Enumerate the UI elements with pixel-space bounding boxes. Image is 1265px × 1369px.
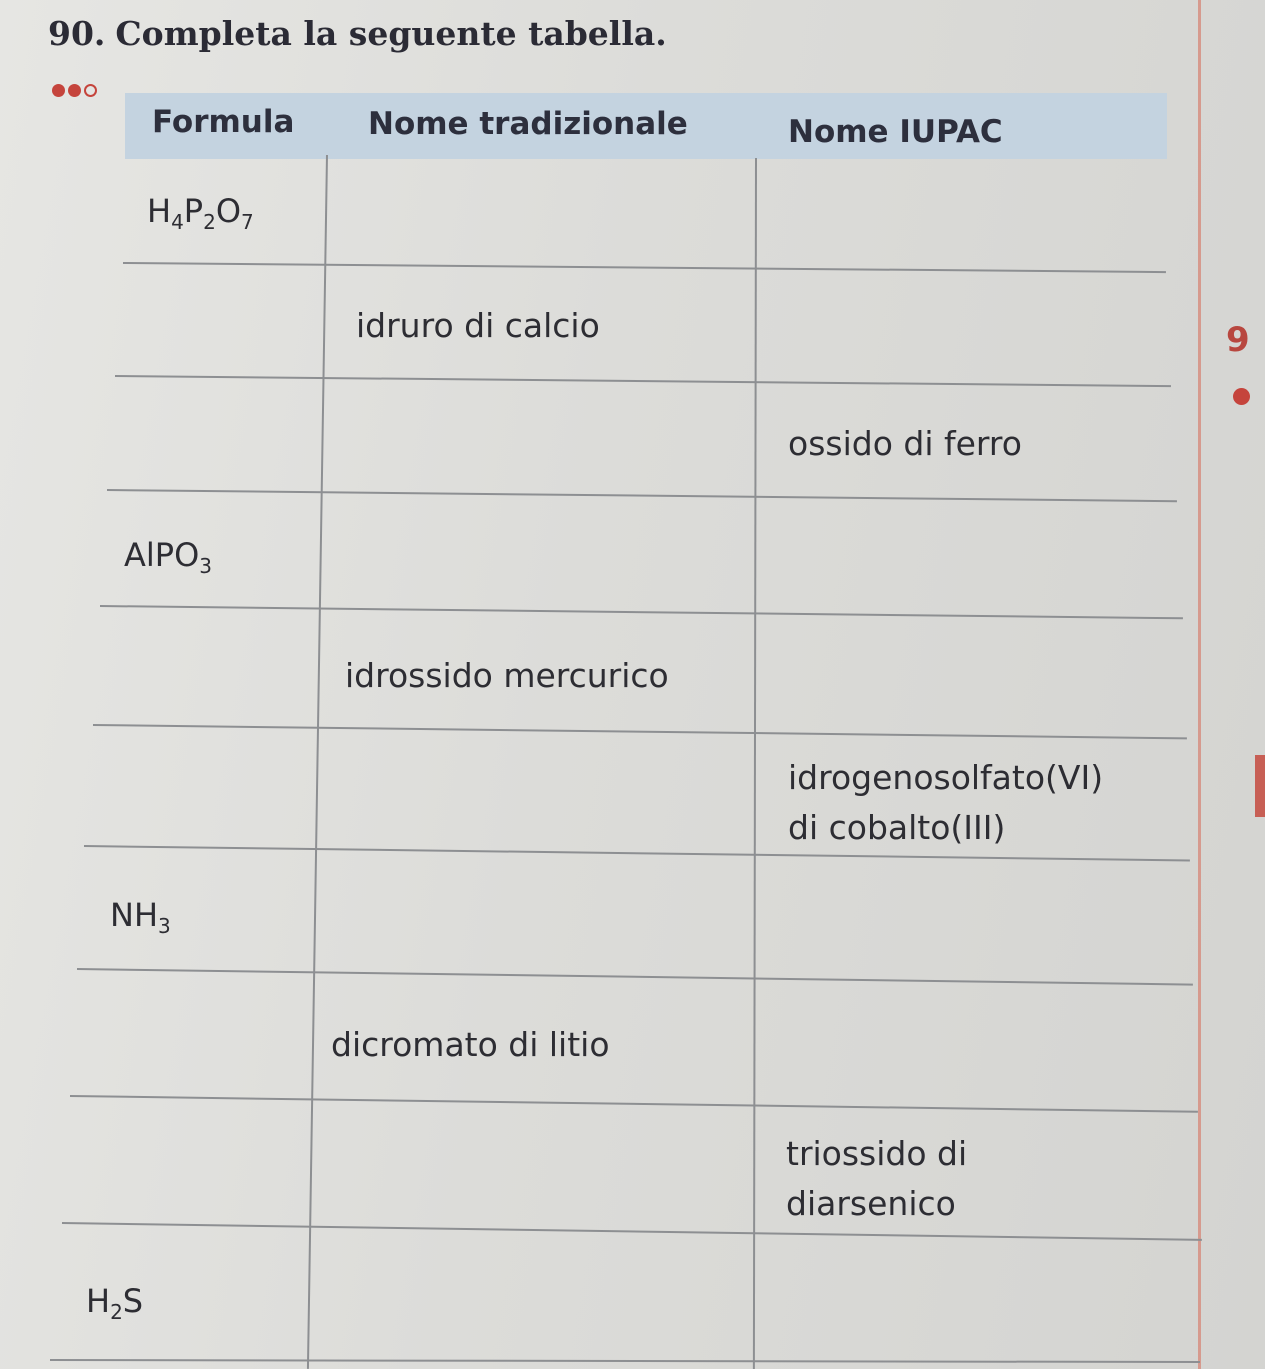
header-traditional-name: Nome tradizionale <box>368 106 688 142</box>
exercise-instruction: Completa la seguente tabella. <box>115 14 667 53</box>
column-margin-rule <box>1198 0 1201 1369</box>
difficulty-dot-filled-icon <box>68 84 81 97</box>
header-formula: Formula <box>152 104 295 140</box>
exercise-heading <box>48 14 667 53</box>
difficulty-dot-filled-icon <box>52 84 65 97</box>
row-separator <box>84 845 1190 861</box>
row-separator <box>70 1095 1198 1113</box>
formula-nh3: $NH_3$ <box>110 896 171 938</box>
iupac-name-cell: ossido di ferro <box>788 424 1022 463</box>
formula-alpo3: AlPO$_3$ <box>124 536 212 578</box>
iupac-name-cell-line2: diarsenico <box>786 1184 956 1223</box>
exercise-number: 90. <box>48 14 106 53</box>
difficulty-indicator <box>52 84 97 97</box>
iupac-name-cell-line2: di cobalto(III) <box>788 808 1006 847</box>
row-separator <box>100 605 1183 619</box>
row-separator <box>62 1222 1202 1241</box>
difficulty-dot-empty-icon <box>84 84 97 97</box>
iupac-name-cell-line1: idrogenosolfato(VI) <box>788 758 1104 797</box>
row-separator <box>93 724 1187 739</box>
header-iupac-name: Nome IUPAC <box>788 114 1003 150</box>
row-separator <box>50 1359 1200 1363</box>
formula-h4p2o7: $H_4P_2O_7$ <box>147 192 254 234</box>
traditional-name-cell: idruro di calcio <box>356 306 600 345</box>
row-separator <box>77 968 1193 986</box>
row-separator <box>123 262 1166 273</box>
traditional-name-cell: dicromato di litio <box>331 1025 610 1064</box>
row-separator <box>115 375 1171 387</box>
column-divider-1 <box>307 155 328 1369</box>
column-divider-2 <box>753 158 757 1369</box>
side-marker-number: 9 <box>1226 320 1250 360</box>
row-separator <box>107 489 1177 502</box>
side-marker-dot-icon <box>1233 388 1250 405</box>
formula-h2s: $H_2S$ <box>86 1282 144 1324</box>
margin-tab-marker <box>1255 755 1265 817</box>
iupac-name-cell-line1: triossido di <box>786 1134 968 1173</box>
traditional-name-cell: idrossido mercurico <box>345 656 669 695</box>
